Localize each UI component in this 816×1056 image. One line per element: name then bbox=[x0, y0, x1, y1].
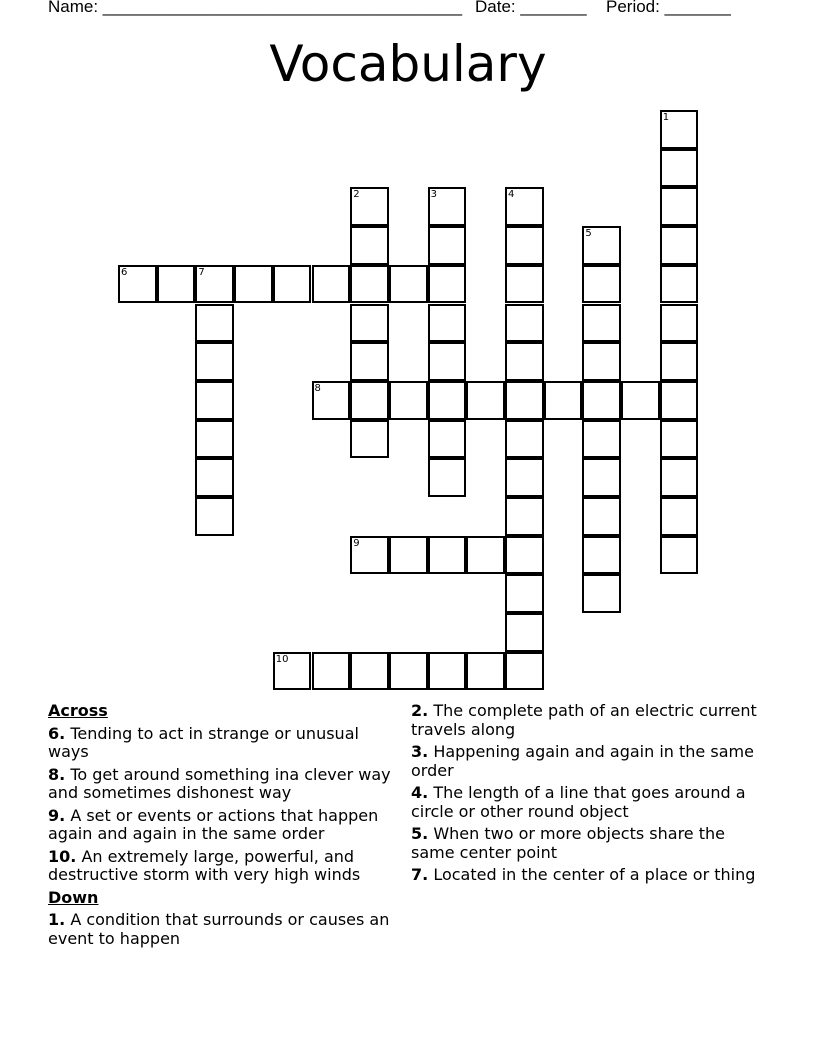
grid-cell[interactable] bbox=[582, 420, 621, 459]
grid-cell[interactable] bbox=[466, 652, 505, 691]
clue-text: When two or more objects share the same center point bbox=[411, 824, 725, 862]
grid-cell[interactable] bbox=[195, 497, 234, 536]
grid-cell[interactable] bbox=[118, 265, 157, 304]
clue-across-10 bbox=[48, 848, 404, 885]
grid-cell[interactable] bbox=[505, 613, 544, 652]
grid-cell[interactable] bbox=[428, 187, 467, 226]
grid-cell[interactable] bbox=[350, 226, 389, 265]
grid-cell[interactable] bbox=[234, 265, 273, 304]
clue-number: 2. bbox=[411, 701, 429, 720]
cell-number: 7 bbox=[198, 266, 205, 278]
grid-cell[interactable] bbox=[389, 652, 428, 691]
clue-text: Happening again and again in the same order bbox=[411, 742, 754, 780]
name-label bbox=[48, 0, 462, 17]
clue-text: To get around something ina clever way and sometimes dishonest way bbox=[48, 764, 391, 802]
grid-cell[interactable] bbox=[660, 536, 699, 575]
clue-text: The complete path of an electric current travels along bbox=[411, 701, 757, 739]
clues-right-column bbox=[411, 702, 767, 889]
cell-number: 3 bbox=[430, 189, 437, 201]
period-label bbox=[606, 0, 731, 17]
clue-number: 5. bbox=[411, 824, 429, 843]
clue-down-7 bbox=[411, 866, 767, 885]
grid-cell[interactable] bbox=[428, 536, 467, 575]
clue-text: Tending to act in strange or unusual ways bbox=[48, 723, 359, 761]
grid-cell[interactable] bbox=[428, 652, 467, 691]
grid-cell[interactable] bbox=[505, 536, 544, 575]
clue-number: 4. bbox=[411, 783, 429, 802]
grid-cell[interactable] bbox=[350, 187, 389, 226]
grid-cell[interactable] bbox=[466, 381, 505, 420]
grid-cell[interactable] bbox=[582, 342, 621, 381]
crossword-grid bbox=[118, 110, 718, 700]
date-label-text: Date: bbox=[475, 0, 521, 16]
grid-cell[interactable] bbox=[582, 226, 621, 265]
grid-cell[interactable] bbox=[582, 497, 621, 536]
clue-number: 8. bbox=[48, 764, 66, 784]
across-heading: Across bbox=[48, 701, 108, 720]
grid-cell[interactable] bbox=[195, 420, 234, 459]
grid-cell[interactable] bbox=[428, 342, 467, 381]
grid-cell[interactable] bbox=[195, 458, 234, 497]
grid-cell[interactable] bbox=[350, 265, 389, 304]
student-info-header bbox=[48, 0, 768, 19]
grid-cell[interactable] bbox=[312, 652, 351, 691]
grid-cell[interactable] bbox=[660, 497, 699, 536]
clue-across-6 bbox=[48, 725, 404, 762]
grid-cell[interactable] bbox=[621, 381, 660, 420]
grid-cell[interactable] bbox=[195, 265, 234, 304]
clue-across-9 bbox=[48, 807, 404, 844]
grid-cell[interactable] bbox=[582, 265, 621, 304]
grid-cell[interactable] bbox=[273, 265, 312, 304]
grid-cell[interactable] bbox=[428, 458, 467, 497]
grid-cell[interactable] bbox=[389, 536, 428, 575]
clue-number: 6. bbox=[48, 723, 66, 743]
clue-text: A set or events or actions that happen again and again in the same order bbox=[48, 805, 379, 843]
clue-down-3 bbox=[411, 743, 767, 780]
grid-cell[interactable] bbox=[195, 304, 234, 343]
clue-number: 10. bbox=[48, 846, 77, 866]
grid-cell[interactable] bbox=[582, 381, 621, 420]
grid-cell[interactable] bbox=[660, 187, 699, 226]
cell-number: 2 bbox=[353, 189, 360, 201]
cell-number: 5 bbox=[585, 228, 592, 240]
grid-cell[interactable] bbox=[273, 652, 312, 691]
clue-text: A condition that surrounds or causes an event to happen bbox=[48, 910, 390, 948]
grid-cell[interactable] bbox=[544, 381, 583, 420]
cell-number: 4 bbox=[508, 189, 515, 201]
grid-cell[interactable] bbox=[660, 304, 699, 343]
grid-cell[interactable] bbox=[389, 265, 428, 304]
grid-cell[interactable] bbox=[312, 265, 351, 304]
clue-across-8 bbox=[48, 766, 404, 803]
grid-cell[interactable] bbox=[505, 458, 544, 497]
down-heading: Down bbox=[48, 887, 99, 907]
clue-number: 3. bbox=[411, 742, 429, 761]
clue-down-4 bbox=[411, 784, 767, 821]
grid-cell[interactable] bbox=[428, 381, 467, 420]
grid-cell[interactable] bbox=[660, 149, 699, 188]
grid-cell[interactable] bbox=[582, 458, 621, 497]
cell-number: 1 bbox=[662, 112, 670, 123]
grid-cell[interactable] bbox=[350, 381, 389, 420]
grid-cell[interactable] bbox=[466, 536, 505, 575]
name-blank[interactable]: ______________________________________ bbox=[102, 0, 463, 16]
clue-text: The length of a line that goes around a circle or other round object bbox=[411, 783, 746, 821]
grid-cell[interactable] bbox=[505, 187, 544, 226]
grid-cell[interactable] bbox=[505, 226, 544, 265]
grid-cell[interactable] bbox=[505, 497, 544, 536]
cell-number: 9 bbox=[353, 537, 360, 549]
clue-number: 1. bbox=[48, 910, 66, 929]
clue-down-5 bbox=[411, 825, 767, 862]
clue-down-2 bbox=[411, 702, 767, 739]
grid-cell[interactable] bbox=[660, 265, 699, 304]
grid-cell[interactable] bbox=[505, 574, 544, 613]
grid-cell[interactable] bbox=[660, 381, 699, 420]
grid-cell[interactable] bbox=[660, 342, 699, 381]
grid-cell[interactable] bbox=[505, 420, 544, 459]
grid-cell[interactable] bbox=[505, 652, 544, 691]
date-label bbox=[475, 0, 587, 17]
grid-cell[interactable] bbox=[195, 342, 234, 381]
grid-cell[interactable] bbox=[157, 265, 196, 304]
grid-cell[interactable] bbox=[505, 381, 544, 420]
page-title: Vocabulary bbox=[269, 35, 547, 93]
grid-cell[interactable] bbox=[312, 381, 351, 420]
clue-text: An extremely large, powerful, and destructive storm with very high winds bbox=[48, 846, 361, 884]
grid-cell[interactable] bbox=[660, 458, 699, 497]
grid-cell[interactable] bbox=[350, 304, 389, 343]
grid-cell[interactable] bbox=[660, 226, 699, 265]
clue-down-1 bbox=[48, 911, 404, 948]
clue-text: Located in the center of a place or thing bbox=[433, 865, 756, 884]
grid-cell[interactable] bbox=[350, 420, 389, 459]
name-label-text: Name: bbox=[48, 0, 103, 16]
grid-cell[interactable] bbox=[350, 652, 389, 691]
grid-cell[interactable] bbox=[660, 420, 699, 459]
clue-number: 9. bbox=[48, 805, 66, 825]
grid-cell[interactable] bbox=[582, 304, 621, 343]
grid-cell[interactable] bbox=[505, 265, 544, 304]
grid-cell[interactable] bbox=[582, 574, 621, 613]
period-blank[interactable]: _______ bbox=[664, 0, 731, 16]
cell-number: 10 bbox=[275, 653, 289, 665]
date-blank[interactable]: _______ bbox=[520, 0, 587, 16]
grid-cell[interactable] bbox=[195, 381, 234, 420]
period-label-text: Period: bbox=[606, 0, 665, 16]
grid-cell[interactable] bbox=[428, 304, 467, 343]
grid-cell[interactable] bbox=[428, 265, 467, 304]
grid-cell[interactable] bbox=[660, 110, 699, 149]
grid-cell[interactable] bbox=[389, 381, 428, 420]
grid-cell[interactable] bbox=[582, 536, 621, 575]
clues-left-column bbox=[48, 702, 404, 952]
grid-cell[interactable] bbox=[350, 342, 389, 381]
cell-number: 8 bbox=[314, 382, 321, 394]
grid-cell[interactable] bbox=[505, 304, 544, 343]
grid-cell[interactable] bbox=[505, 342, 544, 381]
cell-number: 6 bbox=[121, 266, 128, 278]
grid-cell[interactable] bbox=[428, 420, 467, 459]
grid-cell[interactable] bbox=[428, 226, 467, 265]
clue-number: 7. bbox=[411, 865, 429, 884]
grid-cell[interactable] bbox=[350, 536, 389, 575]
